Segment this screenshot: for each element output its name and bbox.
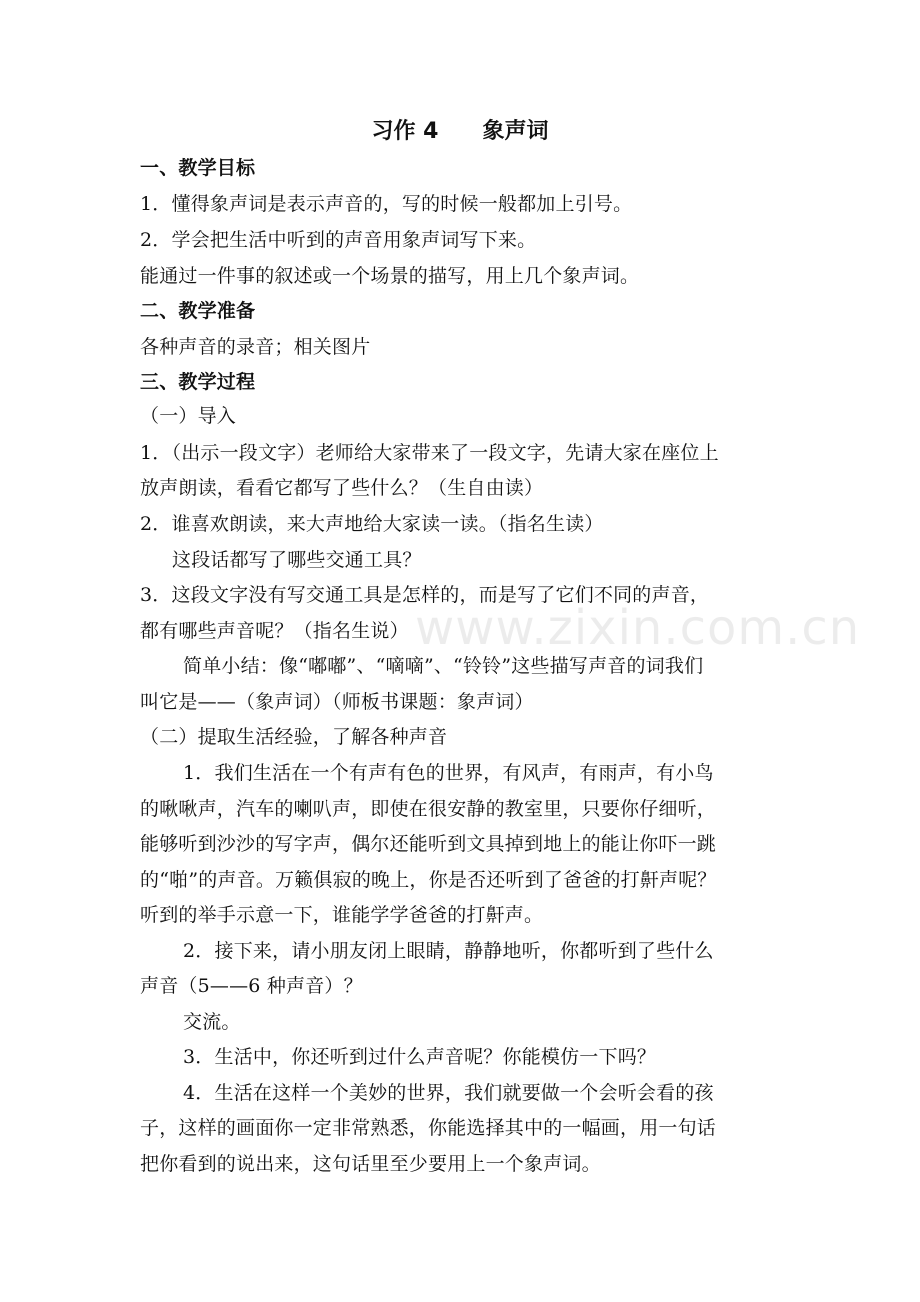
experience-line-3: 能够听到沙沙的写字声，偶尔还能听到文具掉到地上的能让你吓一跳 (140, 833, 717, 855)
watermark: www.zixin.com.cn (415, 600, 861, 656)
intro-line-6: 都有哪些声音呢？（指名生说） (140, 620, 409, 642)
experience-line-10: 4．生活在这样一个美妙的世界，我们就要做一个会听会看的孩 (183, 1082, 714, 1104)
intro-line-5: 3．这段文字没有写交通工具是怎样的，而是写了它们不同的声音， (140, 584, 710, 606)
experience-line-8: 交流。 (183, 1011, 241, 1033)
intro-line-2: 放声朗读，看看它都写了些什么？（生自由读） (140, 477, 544, 499)
intro-line-7: 简单小结：像“嘟嘟”、“嘀嘀”、“铃铃”这些描写声音的词我们 (183, 655, 704, 677)
intro-line-8: 叫它是——（象声词）（师板书课题：象声词） (140, 691, 534, 713)
experience-line-5: 听到的举手示意一下，谁能学学爸爸的打鼾声。 (140, 904, 544, 926)
experience-line-4: 的“啪”的声音。万籁俱寂的晚上，你是否还听到了爸爸的打鼾声呢？ (140, 869, 717, 891)
experience-line-12: 把你看到的说出来，这句话里至少要用上一个象声词。 (140, 1153, 601, 1175)
page-title: 习作 4 象声词 (371, 119, 549, 144)
experience-line-2: 的啾啾声，汽车的喇叭声，即使在很安静的教室里，只要你仔细听， (140, 798, 717, 820)
preparation-line-1: 各种声音的录音；相关图片 (140, 336, 371, 358)
subsection-intro: （一）导入 (140, 405, 237, 427)
section-heading-objectives: 一、教学目标 (140, 157, 256, 179)
section-heading-preparation: 二、教学准备 (140, 300, 256, 322)
objective-line-3: 能通过一件事的叙述或一个场景的描写，用上几个象声词。 (140, 265, 640, 287)
experience-line-7: 声音（5——6 种声音）？ (140, 975, 363, 997)
experience-line-6: 2．接下来，请小朋友闭上眼睛，静静地听，你都听到了些什么 (183, 940, 714, 962)
section-heading-process: 三、教学过程 (140, 371, 256, 393)
objective-line-1: 1．懂得象声词是表示声音的，写的时候一般都加上引号。 (140, 193, 633, 215)
experience-line-11: 子，这样的画面你一定非常熟悉，你能选择其中的一幅画，用一句话 (140, 1117, 717, 1139)
subsection-experience: （二）提取生活经验，了解各种声音 (140, 726, 448, 748)
experience-line-9: 3．生活中，你还听到过什么声音呢？你能模仿一下吗？ (183, 1046, 657, 1068)
intro-line-3: 2．谁喜欢朗读，来大声地给大家读一读。（指名生读） (140, 513, 604, 535)
intro-line-1: 1．（出示一段文字）老师给大家带来了一段文字，先请大家在座位上 (140, 442, 719, 464)
objective-line-2: 2．学会把生活中听到的声音用象声词写下来。 (140, 229, 537, 251)
intro-line-4: 这段话都写了哪些交通工具？ (172, 549, 422, 571)
experience-line-1: 1．我们生活在一个有声有色的世界，有风声，有雨声，有小鸟 (183, 762, 714, 784)
